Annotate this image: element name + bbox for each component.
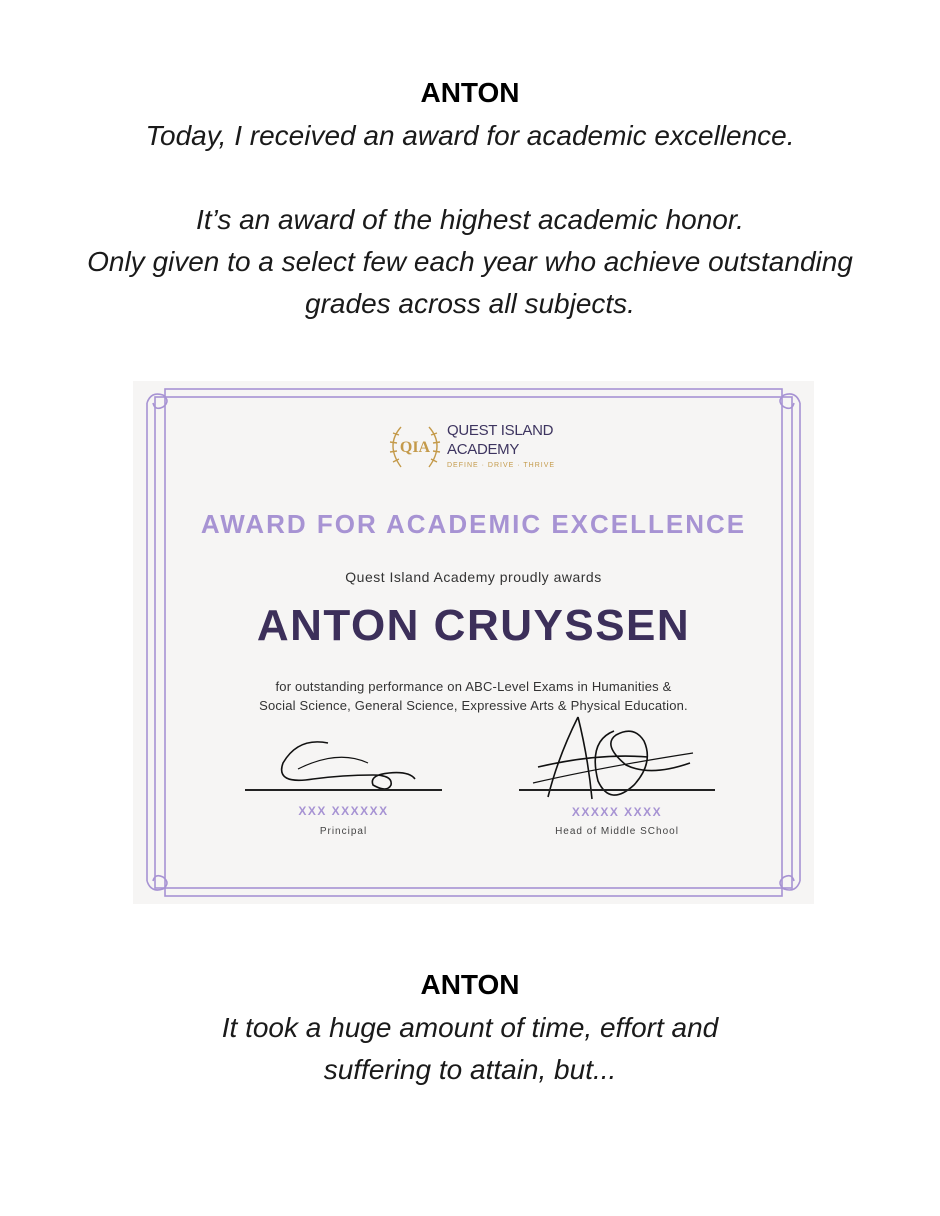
logo-name: QUEST ISLAND ACADEMY [447, 422, 554, 458]
recipient-name: ANTON CRUYSSEN [256, 601, 691, 650]
dialogue-spacer [60, 157, 880, 199]
principal-signature [268, 733, 428, 793]
dialogue-line: It’s an award of the highest academic honor. [196, 204, 744, 235]
award-reason: for outstanding performance on ABC-Level Exams in Humanities & Social Science, General Science, Expressive Arts & Physical Education. [259, 679, 688, 713]
award-title: AWARD FOR ACADEMIC EXCELLENCE [200, 509, 747, 539]
bottom-speaker: ANTON [420, 969, 520, 1000]
dialogue-line: It took a huge amount of time, effort and [221, 1012, 719, 1043]
bottom-dialogue [60, 1007, 880, 1091]
dialogue-line: suffering to attain, but... [323, 1054, 617, 1085]
top-speaker: ANTON [420, 77, 520, 108]
top-dialogue [60, 115, 880, 325]
dialogue-line: Today, I received an award for academic excellence. [145, 120, 795, 151]
dialogue-line: grades across all subjects. [305, 288, 635, 319]
principal-signature-line [245, 789, 442, 791]
dialogue-line: Only given to a select few each year who achieve outstanding [87, 246, 853, 277]
head-role: Head of Middle SChool [555, 826, 679, 837]
principal-name: XXX XXXXXX [298, 804, 389, 818]
award-intro: Quest Island Academy proudly awards [345, 569, 602, 585]
certificate [133, 381, 814, 904]
head-signature-line [519, 789, 715, 791]
logo-tagline: DEFINE · DRIVE · THRIVE [447, 462, 556, 469]
principal-role: Principal [319, 826, 368, 837]
logo-monogram: QIA [399, 439, 431, 456]
head-name: XXXXX XXXX [571, 805, 663, 819]
